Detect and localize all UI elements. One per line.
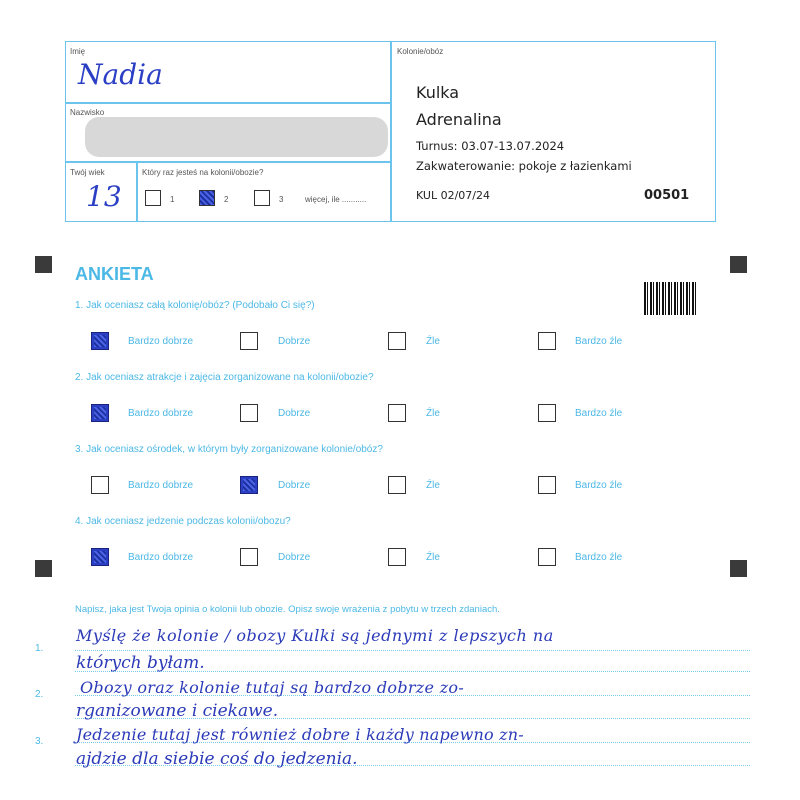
option-label: Bardzo źle (575, 552, 623, 563)
age-label: Twój wiek (70, 168, 105, 177)
q4-option-bad[interactable] (388, 548, 406, 566)
q4-option-very-good[interactable] (91, 548, 109, 566)
q2-option-good[interactable] (240, 404, 258, 422)
header-divider (65, 161, 390, 163)
name-value[interactable]: Nadia (78, 58, 163, 91)
line-number-1: 1. (35, 643, 44, 654)
option-label: Bardzo dobrze (128, 552, 194, 563)
q4-option-very-bad[interactable] (538, 548, 556, 566)
opinion-prompt: Napisz, jaka jest Twoja opinia o kolonii lub obozie. Opisz swoje wrażenia z pobytu w trzech zdaniach. (75, 604, 500, 615)
survey-title: ANKIETA (75, 264, 154, 284)
turnus: Turnus: 03.07-13.07.2024 (416, 139, 565, 153)
times-checkbox-1[interactable] (145, 190, 161, 206)
option-label: Dobrze (278, 480, 311, 491)
option-label: Bardzo dobrze (128, 336, 194, 347)
registration-mark (35, 560, 52, 577)
question-4: 4. Jak oceniasz jedzenie podczas kolonii/obozu? (75, 516, 291, 527)
handwritten-line[interactable]: Jedzenie tutaj jest również dobre i każdy napewno zn- (76, 725, 524, 744)
accommodation: Zakwaterowanie: pokoje z łazienkami (416, 159, 632, 173)
question-3: 3. Jak oceniasz ośrodek, w którym były zorganizowane kolonie/obóz? (75, 444, 383, 455)
option-label: Bardzo dobrze (128, 408, 194, 419)
header-divider (65, 102, 390, 104)
q3-option-bad[interactable] (388, 476, 406, 494)
barcode (644, 282, 698, 315)
q3-option-good[interactable] (240, 476, 258, 494)
header-divider (390, 41, 392, 222)
times-option-1: 1 (170, 195, 175, 204)
option-label: Źle (426, 408, 440, 419)
q1-option-good[interactable] (240, 332, 258, 350)
form-number: 00501 (644, 188, 690, 203)
q3-option-very-good[interactable] (91, 476, 109, 494)
handwritten-line[interactable]: których byłam. (76, 653, 205, 673)
surname-redacted (85, 117, 388, 157)
registration-mark (730, 256, 747, 273)
option-label: Źle (426, 552, 440, 563)
registration-mark (35, 256, 52, 273)
q1-option-bad[interactable] (388, 332, 406, 350)
q1-option-very-bad[interactable] (538, 332, 556, 350)
option-label: Dobrze (278, 552, 311, 563)
handwritten-line[interactable]: rganizowane i ciekawe. (76, 701, 279, 721)
option-label: Źle (426, 480, 440, 491)
handwritten-line[interactable]: Obozy oraz kolonie tutaj są bardzo dobrze zo- (80, 678, 465, 697)
line-number-3: 3. (35, 736, 44, 747)
surname-label: Nazwisko (70, 108, 105, 117)
times-option-3: 3 (279, 195, 284, 204)
times-option-more: więcej, ile ........... (305, 195, 367, 204)
name-label: Imię (70, 47, 86, 56)
q2-option-bad[interactable] (388, 404, 406, 422)
handwritten-line[interactable]: Myślę że kolonie / obozy Kulki są jednymi z lepszych na (76, 626, 554, 645)
handwritten-line[interactable]: ajdzie dla siebie coś do jedzenia. (76, 749, 358, 769)
q2-option-very-bad[interactable] (538, 404, 556, 422)
answer-line (75, 650, 750, 651)
option-label: Bardzo źle (575, 408, 623, 419)
option-label: Bardzo źle (575, 336, 623, 347)
camp-program: Adrenalina (416, 110, 502, 129)
q4-option-good[interactable] (240, 548, 258, 566)
times-checkbox-2[interactable] (199, 190, 215, 206)
times-option-2: 2 (224, 195, 229, 204)
option-label: Bardzo dobrze (128, 480, 194, 491)
option-label: Bardzo źle (575, 480, 623, 491)
times-label: Który raz jesteś na kolonii/obozie? (142, 168, 264, 177)
age-value[interactable]: 13 (86, 180, 122, 213)
camp-code: KUL 02/07/24 (416, 189, 490, 202)
registration-mark (730, 560, 747, 577)
q2-option-very-good[interactable] (91, 404, 109, 422)
q3-option-very-bad[interactable] (538, 476, 556, 494)
option-label: Źle (426, 336, 440, 347)
line-number-2: 2. (35, 689, 44, 700)
header-divider (136, 161, 138, 222)
option-label: Dobrze (278, 336, 311, 347)
q1-option-very-good[interactable] (91, 332, 109, 350)
question-1: 1. Jak oceniasz całą kolonię/obóz? (Podobało Ci się?) (75, 300, 315, 311)
camp-label: Kolonie/obóz (397, 47, 444, 56)
question-2: 2. Jak oceniasz atrakcje i zajęcia zorganizowane na kolonii/obozie? (75, 372, 374, 383)
camp-name: Kulka (416, 83, 460, 102)
times-checkbox-3[interactable] (254, 190, 270, 206)
option-label: Dobrze (278, 408, 311, 419)
